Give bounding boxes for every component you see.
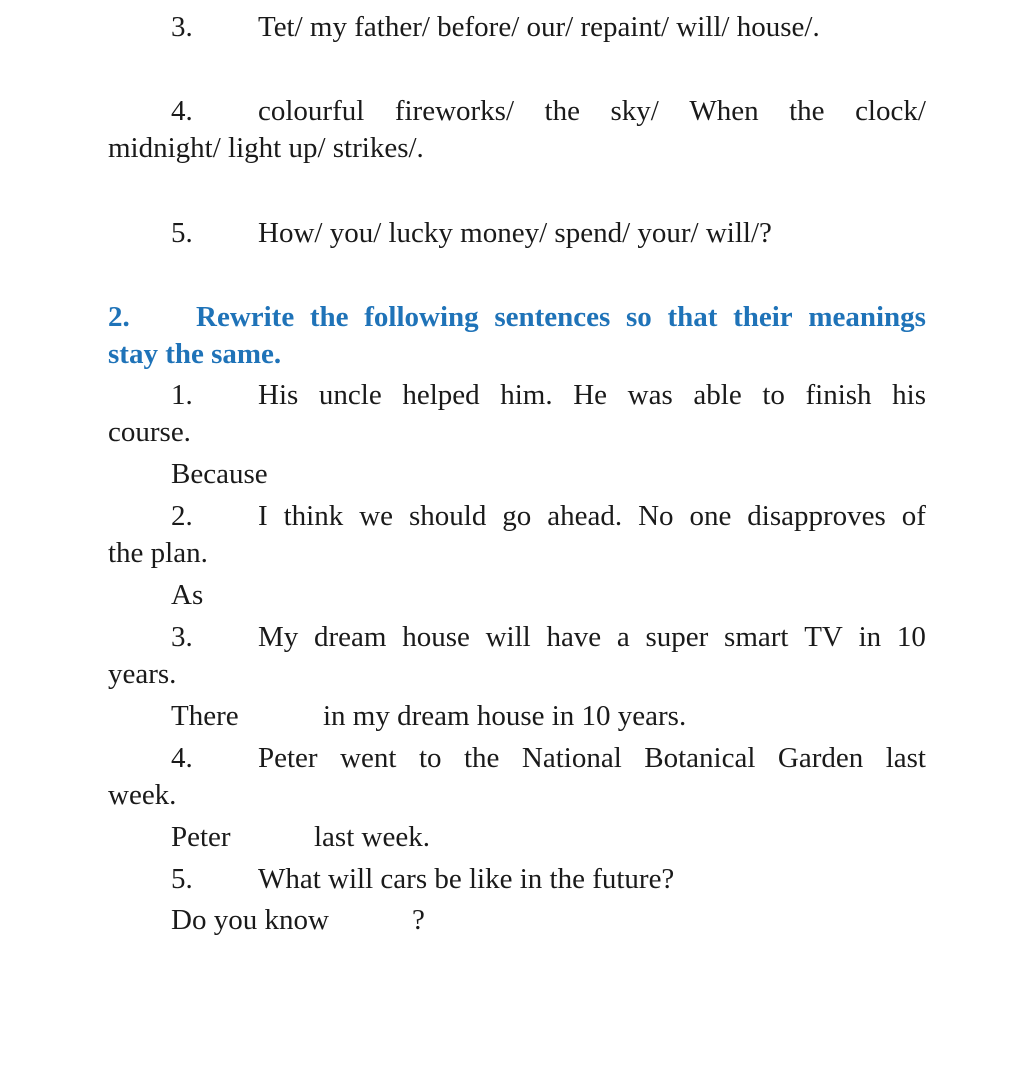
word: clock/ — [855, 95, 926, 127]
item-text-line — [258, 619, 926, 656]
word: should — [408, 500, 487, 532]
word: his — [892, 379, 926, 411]
word: the — [463, 742, 500, 774]
answer-ending: ? — [412, 904, 425, 936]
word: house — [402, 621, 470, 653]
word: think — [283, 500, 344, 532]
word: helped — [402, 379, 480, 411]
word: we — [359, 500, 394, 532]
word: Botanical — [644, 742, 756, 774]
word: disapproves — [747, 500, 886, 532]
answer-prompt: Peter — [171, 821, 231, 853]
word: National — [521, 742, 622, 774]
item-text-line — [258, 93, 926, 130]
word: their — [733, 301, 793, 333]
item-text: How/ you/ lucky money/ spend/ your/ will/? — [258, 217, 772, 249]
word: sky/ — [610, 95, 659, 127]
item-continuation: course. — [108, 416, 191, 448]
word: When — [689, 95, 759, 127]
word: meanings — [808, 301, 926, 333]
item-number: 3. — [171, 11, 193, 43]
word: finish — [805, 379, 872, 411]
word: super — [645, 621, 709, 653]
word: able — [693, 379, 742, 411]
item-number: 1. — [171, 379, 193, 411]
word: colourful — [258, 95, 365, 127]
item-continuation: years. — [108, 658, 177, 690]
word: went — [340, 742, 397, 774]
answer-ending: last week. — [314, 821, 430, 853]
word: uncle — [318, 379, 382, 411]
item-text-line — [258, 740, 926, 777]
word: He — [573, 379, 608, 411]
item-continuation: week. — [108, 779, 177, 811]
word: to — [762, 379, 785, 411]
word: Garden — [777, 742, 864, 774]
word: a — [616, 621, 630, 653]
word: following — [364, 301, 479, 333]
word: Rewrite — [196, 301, 295, 333]
word: that — [667, 301, 718, 333]
word: in — [858, 621, 882, 653]
word: Peter — [258, 742, 318, 774]
word: one — [689, 500, 732, 532]
word: My — [258, 621, 299, 653]
word: go — [502, 500, 532, 532]
item-number: 5. — [171, 217, 193, 249]
word: last — [885, 742, 926, 774]
section-number: 2. — [108, 301, 130, 333]
answer-prompt: Do you know — [171, 904, 329, 936]
item-continuation: the plan. — [108, 537, 208, 569]
answer-prompt: As — [171, 579, 204, 611]
answer-prompt: Because — [171, 458, 268, 490]
word: No — [638, 500, 674, 532]
word: the — [544, 95, 580, 127]
item-text-line — [258, 498, 926, 535]
section-heading-continuation: stay the same. — [108, 338, 282, 370]
word: the — [309, 301, 349, 333]
word: sentences — [494, 301, 611, 333]
word: 10 — [896, 621, 926, 653]
item-number: 2. — [171, 500, 193, 532]
section-heading — [196, 299, 926, 336]
item-number: 4. — [171, 95, 193, 127]
word: His — [258, 379, 299, 411]
word: him. — [500, 379, 553, 411]
word: I — [258, 500, 268, 532]
word: ahead. — [547, 500, 623, 532]
word: smart — [724, 621, 789, 653]
item-text: What will cars be like in the future? — [258, 863, 675, 895]
word: to — [418, 742, 442, 774]
item-number: 5. — [171, 863, 193, 895]
answer-prompt: There — [171, 700, 239, 732]
item-text-line — [258, 377, 926, 414]
item-continuation: midnight/ light up/ strikes/. — [108, 132, 424, 164]
word: of — [901, 500, 926, 532]
answer-ending: in my dream house in 10 years. — [323, 700, 687, 732]
word: so — [625, 301, 652, 333]
item-number: 3. — [171, 621, 193, 653]
word: TV — [804, 621, 843, 653]
word: dream — [314, 621, 387, 653]
item-number: 4. — [171, 742, 193, 774]
word: have — [546, 621, 602, 653]
word: was — [627, 379, 673, 411]
word: fireworks/ — [394, 95, 515, 127]
item-text: Tet/ my father/ before/ our/ repaint/ will/ house/. — [258, 11, 820, 43]
word: the — [789, 95, 825, 127]
word: will — [485, 621, 531, 653]
